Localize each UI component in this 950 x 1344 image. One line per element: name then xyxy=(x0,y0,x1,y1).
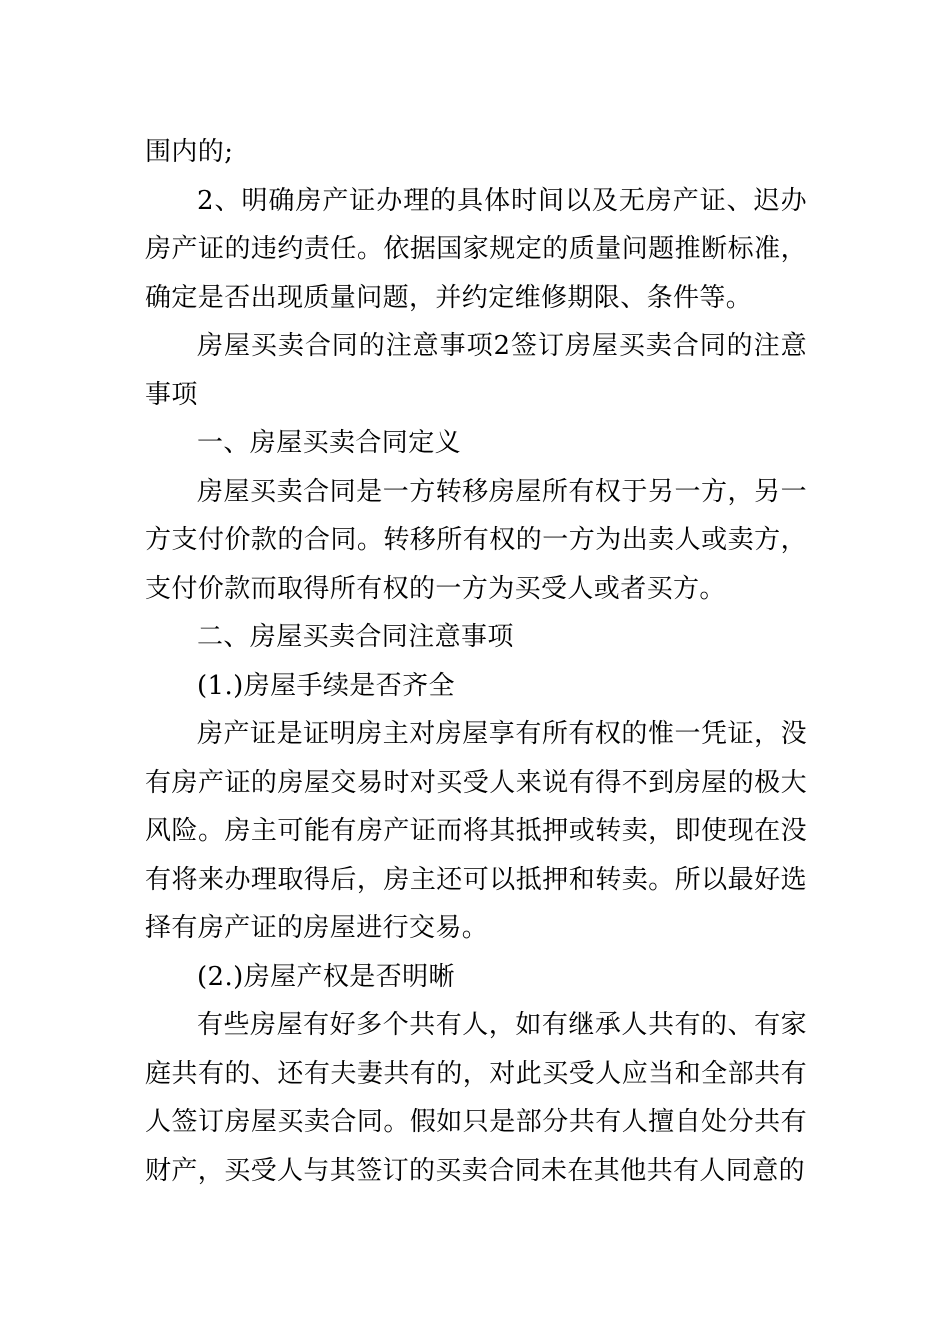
subheading-ownership: (2.)房屋产权是否明晰 xyxy=(197,961,455,992)
document-body xyxy=(145,128,807,1195)
paragraph-definition: 房屋买卖合同是一方转移房屋所有权于另一方，另一方支付价款的合同。转移所有权的一方为出卖人或卖方，支付价款而取得所有权的一方为买受人或者买方。 xyxy=(145,476,807,604)
heading-notes: 二、房屋买卖合同注意事项 xyxy=(197,622,514,652)
heading-definition: 一、房屋买卖合同定义 xyxy=(197,428,462,458)
subheading-procedures: (1.)房屋手续是否齐全 xyxy=(197,670,455,701)
paragraph-ownership: 有些房屋有好多个共有人，如有继承人共有的、有家庭共有的、还有夫妻共有的，对此买受人应当和全部共有人签订房屋买卖合同。假如只是部分共有人擅自处分共有财产，买受人与其签订的买卖合同未在其他共有人同意的 xyxy=(145,1010,807,1186)
paragraph-procedures: 房产证是证明房主对房屋享有所有权的惟一凭证，没有房产证的房屋交易时对买受人来说有得不到房屋的极大风险。房主可能有房产证而将其抵押或转卖，即使现在没有将来办理取得后，房主还可以抵押和转卖。所以最好选择有房产证的房屋进行交易。 xyxy=(145,719,807,943)
paragraph-certificate-deadline: 2、明确房产证办理的具体时间以及无房产证、迟办房产证的违约责任。依据国家规定的质量问题推断标准，确定是否出现质量问题，并约定维修期限、条件等。 xyxy=(145,185,807,313)
paragraph-continuation: 围内的; xyxy=(145,137,234,167)
paragraph-section-title: 房屋买卖合同的注意事项2签订房屋买卖合同的注意事项 xyxy=(145,331,807,410)
